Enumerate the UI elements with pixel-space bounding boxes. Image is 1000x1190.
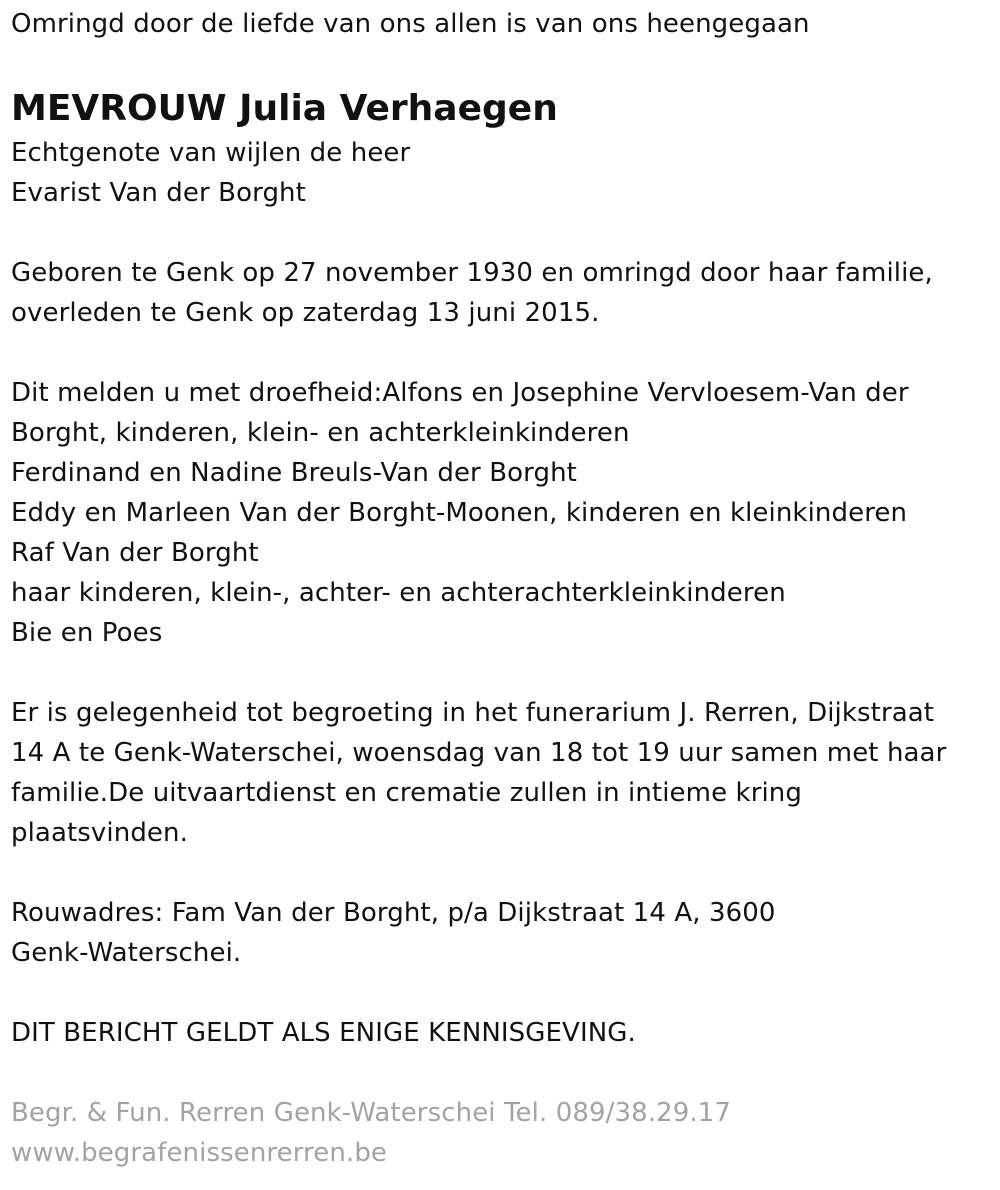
mourners-line: Raf Van der Borght (11, 538, 259, 568)
death-notice (11, 4, 986, 1173)
undertaker-info: Begr. & Fun. Rerren Genk-Waterschei Tel. 089/38.29.17 (11, 1098, 732, 1128)
spouse-line: Evarist Van der Borght (11, 178, 306, 208)
address-line: Genk-Waterschei. (11, 938, 242, 968)
website-link[interactable]: www.begrafenissenrerren.be (11, 1138, 388, 1168)
spacer (11, 1053, 986, 1093)
visitation-line: familie.De uitvaartdienst en crematie zullen in intieme kring (11, 778, 802, 808)
spacer (11, 44, 986, 84)
birth-death-line: Geboren te Genk op 27 november 1930 en omringd door haar familie, (11, 258, 933, 288)
notice-text: DIT BERICHT GELDT ALS ENIGE KENNISGEVING. (11, 1018, 636, 1048)
spouse-line: Echtgenote van wijlen de heer (11, 138, 411, 168)
visitation-line: 14 A te Genk-Waterschei, woensdag van 18 tot 19 uur samen met haar (11, 738, 947, 768)
address-line: Rouwadres: Fam Van der Borght, p/a Dijkstraat 14 A, 3600 (11, 898, 776, 928)
mourners-line: haar kinderen, klein-, achter- en achterachterkleinkinderen (11, 578, 786, 608)
spacer (11, 653, 986, 693)
spacer (11, 973, 986, 1013)
spacer (11, 333, 986, 373)
visitation-line: Er is gelegenheid tot begroeting in het funerarium J. Rerren, Dijkstraat (11, 698, 935, 728)
spacer (11, 853, 986, 893)
deceased-name: MEVROUW Julia Verhaegen (11, 88, 558, 129)
spacer (11, 213, 986, 253)
mourners-line: Borght, kinderen, klein- en achterkleinkinderen (11, 418, 630, 448)
visitation-line: plaatsvinden. (11, 818, 188, 848)
mourners-line: Eddy en Marleen Van der Borght-Moonen, kinderen en kleinkinderen (11, 498, 908, 528)
mourners-line: Dit melden u met droefheid:Alfons en Josephine Vervloesem-Van der (11, 378, 909, 408)
mourners-line: Ferdinand en Nadine Breuls-Van der Borght (11, 458, 577, 488)
intro-text: Omringd door de liefde van ons allen is van ons heengegaan (11, 9, 810, 39)
mourners-line: Bie en Poes (11, 618, 163, 648)
birth-death-line: overleden te Genk op zaterdag 13 juni 2015. (11, 298, 600, 328)
